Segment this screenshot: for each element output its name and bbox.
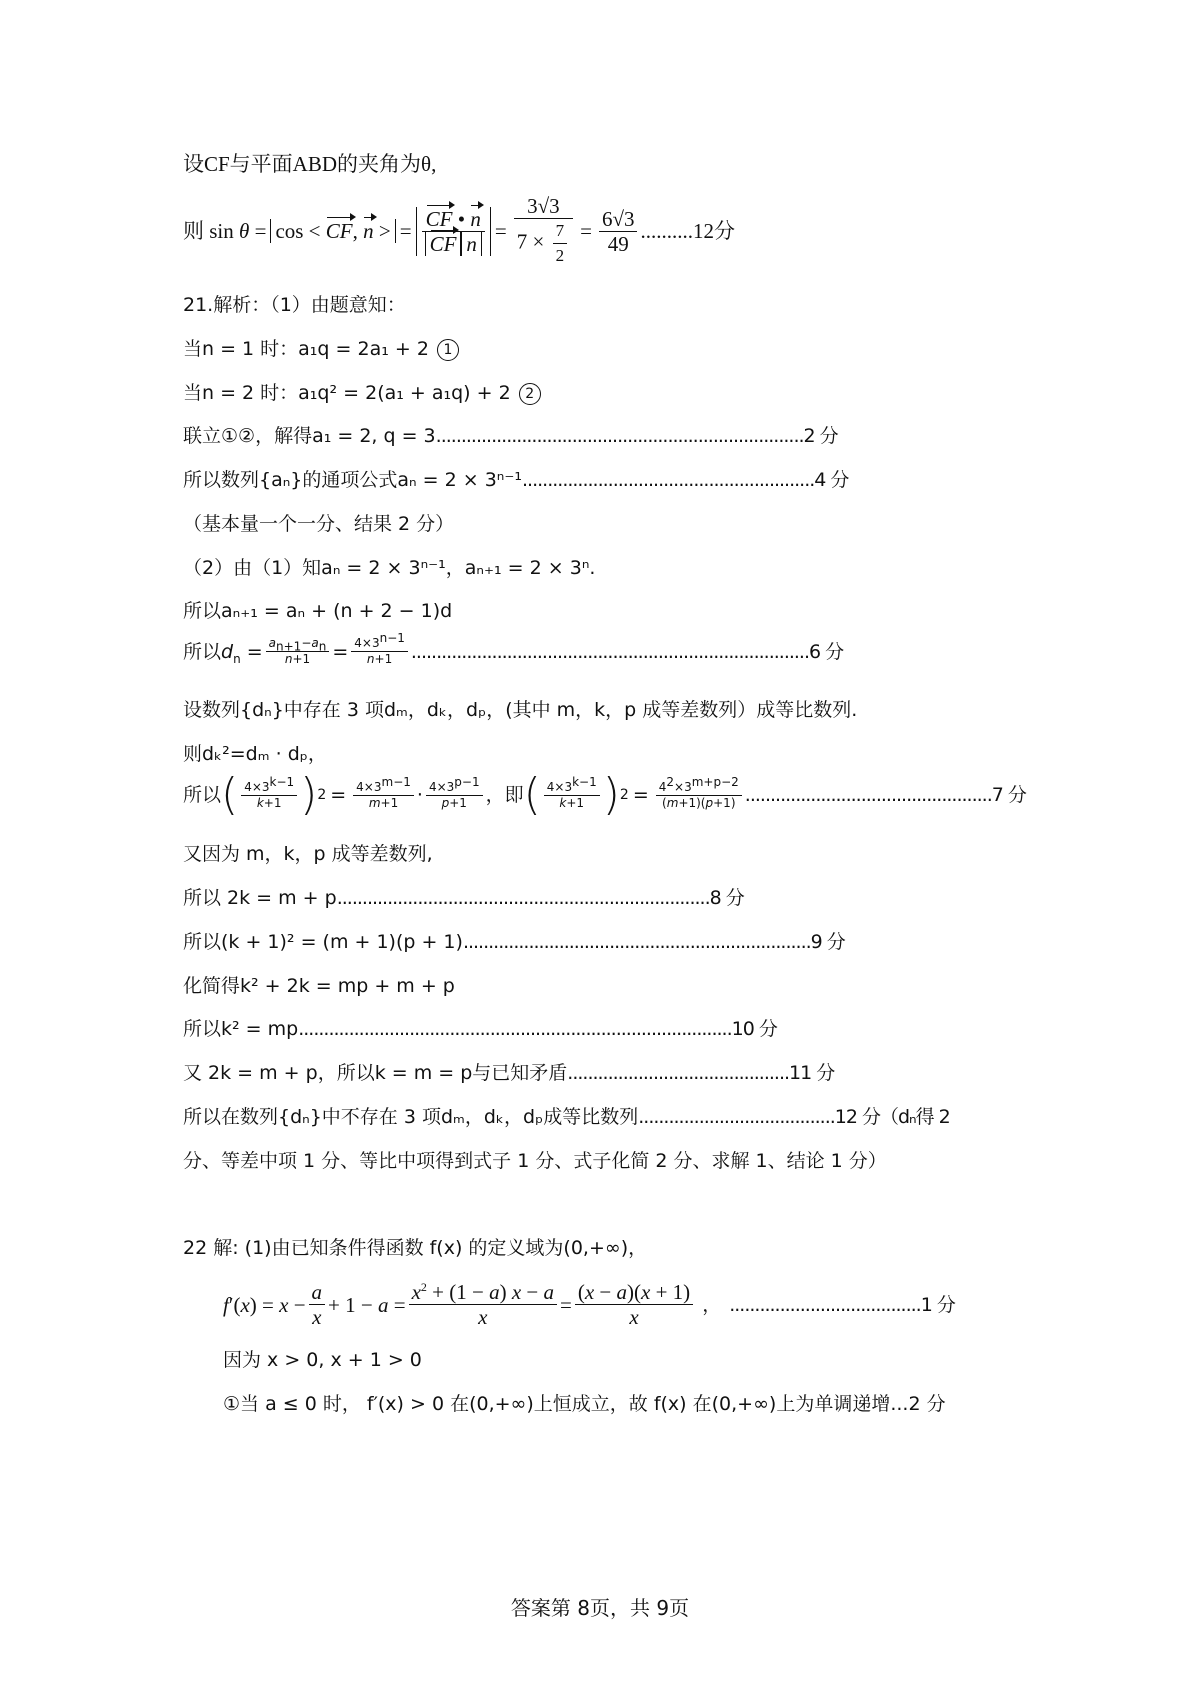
text-line: 设CF与平面ABD的夹角为θ,: [183, 152, 437, 176]
text-line: 因为 x > 0, x + 1 > 0: [223, 1349, 422, 1371]
dn-formula: 所以$d_n$ = $\frac{a_{n+1}-a_n}{n+1}$ = $\frac{4\times 3^{n-1}}{n+1}$ ...............................................................................6 分: [183, 631, 844, 666]
text-line: 当n = 2 时：a₁q² = 2(a₁ + a₁q) + 2 2: [183, 381, 543, 405]
circled-two-icon: 2: [519, 383, 541, 405]
text-line: 设数列{dₙ}中存在 3 项dₘ，dₖ，dₚ，(其中 m，k，p 成等差数列）成等比数列.: [183, 699, 858, 721]
text-line: 又 2k = m + p，所以k = m = p与已知矛盾............................................11 分: [183, 1062, 835, 1084]
derivative-formula: f′(x) = x − $\frac{a}{x}$ + 1 − a = $\frac{x^2 + (1 - a) x - a}{x}$ = $\frac{(x - a)(x + 1)}{x}$ ， ......................................1 分: [223, 1280, 955, 1329]
page-footer: 答案第 8页，共 9页: [510, 1596, 690, 1620]
text-line: （基本量一个一分、结果 2 分）: [183, 513, 455, 535]
geometric-mean-formula: 所以 ( $\frac{4\times 3^{k-1}}{k+1}$ ) 2 = $\frac{4\times 3^{m-1}}{m+1}$ · $\frac{4\times 3^{p-1}}{p+1}$ ，即 ( $\frac{4\times 3^{k-1}}{k+1}$ ) 2 = $\frac{4^2\times 3^{m+p-2}}{(m+1)(p+1)}$ .................................................7 分: [183, 769, 1026, 820]
score-note: ..........12分: [640, 219, 735, 243]
text-line: 所以 2k = m + p..........................................................................8 分: [183, 887, 744, 909]
text-line: 22 解: (1)由已知条件得函数 f(x) 的定义域为(0,+∞)，: [183, 1237, 648, 1259]
text-line: 当n = 1 时：a₁q = 2a₁ + 2 1: [183, 337, 461, 361]
text-line: 则dₖ²=dₘ · dₚ，: [183, 743, 327, 765]
text-line: （2）由（1）知aₙ = 2 × 3ⁿ⁻¹，aₙ₊₁ = 2 × 3ⁿ.: [183, 557, 596, 579]
text-line: 所以在数列{dₙ}中不存在 3 项dₘ，dₖ，dₚ成等比数列.......................................12 分（dₙ得 2: [183, 1106, 950, 1128]
text-line: ①当 a ≤ 0 时， f′(x) > 0 在(0,+∞)上恒成立，故 f(x) 在(0,+∞)上为单调递增...2 分: [223, 1393, 946, 1415]
text-line: 分、等差中项 1 分、等比中项得到式子 1 分、式子化简 2 分、求解 1、结论 1 分）: [183, 1150, 887, 1172]
text-line: 化简得k² + 2k = mp + m + p: [183, 975, 455, 997]
text-line: 21.解析：（1）由题意知：: [183, 294, 406, 316]
sin-theta-formula: 则 sin θ = cos < CF, n > = $\frac{CF • n}{\text{CF n}}$ = 3√3 7 × $\frac{7}{2}$ = $\frac{6√3}{49}$ ..........12分: [183, 194, 735, 265]
text-line: 又因为 m，k，p 成等差数列,: [183, 843, 433, 865]
text-line: 所以(k + 1)² = (m + 1)(p + 1).....................................................................9 分: [183, 931, 845, 953]
text-line: 所以aₙ₊₁ = aₙ + (n + 2 − 1)d: [183, 600, 453, 622]
text-line: 联立①②，解得a₁ = 2, q = 3.........................................................................2 分: [183, 425, 838, 447]
text-line: 所以k² = mp......................................................................................10 分: [183, 1018, 777, 1040]
circled-one-icon: 1: [437, 339, 459, 361]
text-line: 所以数列{aₙ}的通项公式aₙ = 2 × 3ⁿ⁻¹..........................................................4 分: [183, 469, 849, 491]
